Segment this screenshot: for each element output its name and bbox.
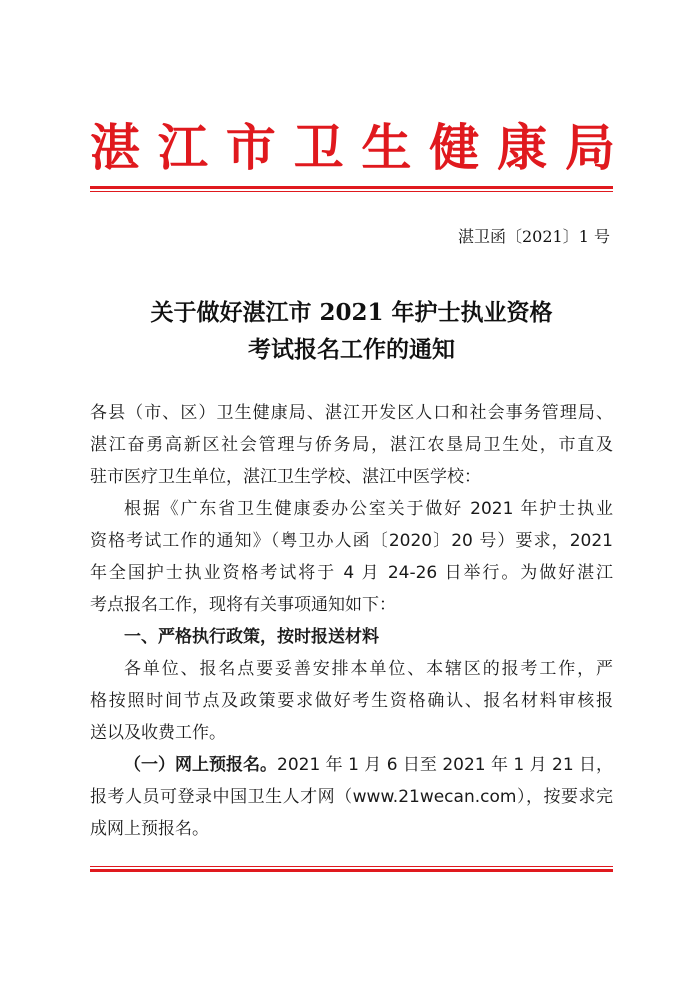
item-1-label: （一）网上预报名。 (124, 755, 277, 775)
header-rule-thick (90, 186, 613, 189)
document-title-line-2: 考试报名工作的通知 (248, 336, 455, 363)
intro-line: 根据《广东省卫生健康委办公室关于做好 2021 年护士执业 (124, 499, 613, 519)
salutation-line: 湛江奋勇高新区社会管理与侨务局，湛江农垦局卫生处，市直及 (90, 435, 613, 455)
salutation-line: 驻市医疗卫生单位，湛江卫生学校、湛江中医学校： (90, 467, 481, 487)
section-1-line: 格按照时间节点及政策要求做好考生资格确认、报名材料审核报 (90, 691, 613, 711)
item-1-text: 2021 年 1 月 6 日至 2021 年 1 月 21 日， (277, 755, 614, 775)
item-1-line: 报考人员可登录中国卫生人才网（www.21wecan.com），按要求完 (90, 787, 613, 807)
document-number: 湛卫函〔2021〕1 号 (458, 227, 610, 246)
document-body (90, 397, 613, 845)
document-title-line-1: 关于做好湛江市 2021 年护士执业资格 (150, 299, 553, 326)
item-1-line (90, 749, 613, 781)
section-1-heading: 一、严格执行政策，按时报送材料 (124, 627, 379, 647)
intro-line: 考点报名工作，现将有关事项通知如下： (90, 595, 396, 615)
section-1-line: 各单位、报名点要妥善安排本单位、本辖区的报考工作，严 (124, 659, 613, 679)
header-rule-thin (90, 191, 613, 192)
salutation-line: 各县（市、区）卫生健康局、湛江开发区人口和社会事务管理局、 (90, 403, 613, 423)
intro-line: 资格考试工作的通知》（粤卫办人函〔2020〕20 号）要求，2021 (90, 531, 613, 551)
footer-rule-thick (90, 869, 613, 872)
section-1-line: 送以及收费工作。 (90, 723, 226, 743)
footer-rule-thin (90, 866, 613, 867)
item-1-line: 成网上预报名。 (90, 819, 209, 839)
intro-line: 年全国护士执业资格考试将于 4 月 24-26 日举行。为做好湛江 (90, 563, 613, 583)
agency-header-title: 湛 江 市 卫 生 健 康 局 (90, 118, 615, 177)
